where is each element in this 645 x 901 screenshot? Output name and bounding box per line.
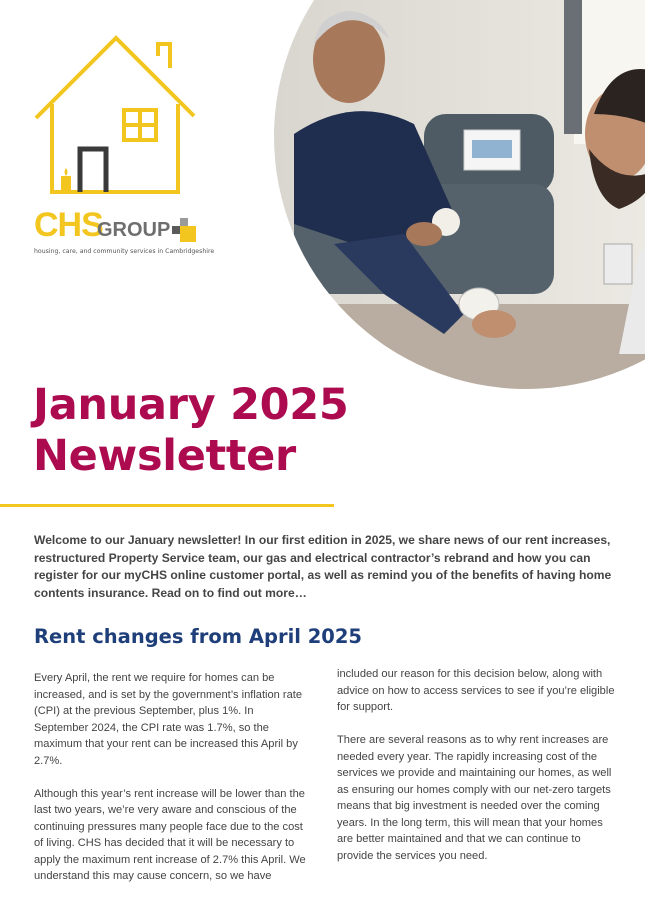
logo-tagline: housing, care, and community services in Cambridgeshire bbox=[34, 248, 215, 255]
title-line-2: Newsletter bbox=[33, 431, 296, 481]
section-heading-rent-changes: Rent changes from April 2025 bbox=[34, 625, 362, 648]
article-paragraph: included our reason for this decision below, along with advice on how to access services to see if you’re eligible for support. bbox=[337, 668, 615, 713]
title-line-1: January 2025 bbox=[33, 380, 349, 430]
article-paragraph: Although this year’s rent increase will be lower than the last two years, we’re very aware and conscious of the continuing pressures many people face due to the cost of living. CHS has decided that it will be necessary to apply the maximum rent increase of 2.7% this April. We understand this may cause concern, so we have bbox=[34, 787, 306, 882]
article-column-left bbox=[34, 670, 309, 901]
hero-photo bbox=[274, 0, 645, 389]
article-paragraph: There are several reasons as to why rent increases are needed every year. The rapidly increasing cost of the services we provide and maintaining our homes, as well as ensuring our homes comply with our net-zero targets means that big investment is needed over the coming years. In the long term, this will mean that your homes are better maintained and that we can continue to provide the services you need. bbox=[337, 734, 612, 862]
article-paragraph: Every April, the rent we require for homes can be increased, and is set by the government’s inflation rate (CPI) at the previous September, plus 1%. In September 2024, the CPI rate was 1.7%, so the maximum that your rent can be increased this April by 2.7%. bbox=[34, 672, 303, 767]
article-column-right bbox=[337, 666, 615, 881]
chs-group-logo bbox=[28, 32, 215, 262]
newsletter-title bbox=[33, 380, 349, 482]
logo-chs-text: CHS bbox=[34, 206, 103, 244]
photo-two-men-talking-icon bbox=[274, 0, 645, 389]
logo-group-text: GROUP bbox=[97, 219, 171, 241]
title-underline-divider bbox=[0, 504, 334, 507]
house-icon bbox=[28, 32, 208, 208]
logo-squares-icon bbox=[172, 218, 196, 242]
intro-paragraph: Welcome to our January newsletter! In our first edition in 2025, we share news of our rent increases, restructured Property Service team, our gas and electrical contractor’s rebrand and how you can register for our myCHS online customer portal, as well as remind you of the benefits of having home contents insurance. Read on to find out more… bbox=[34, 533, 612, 600]
